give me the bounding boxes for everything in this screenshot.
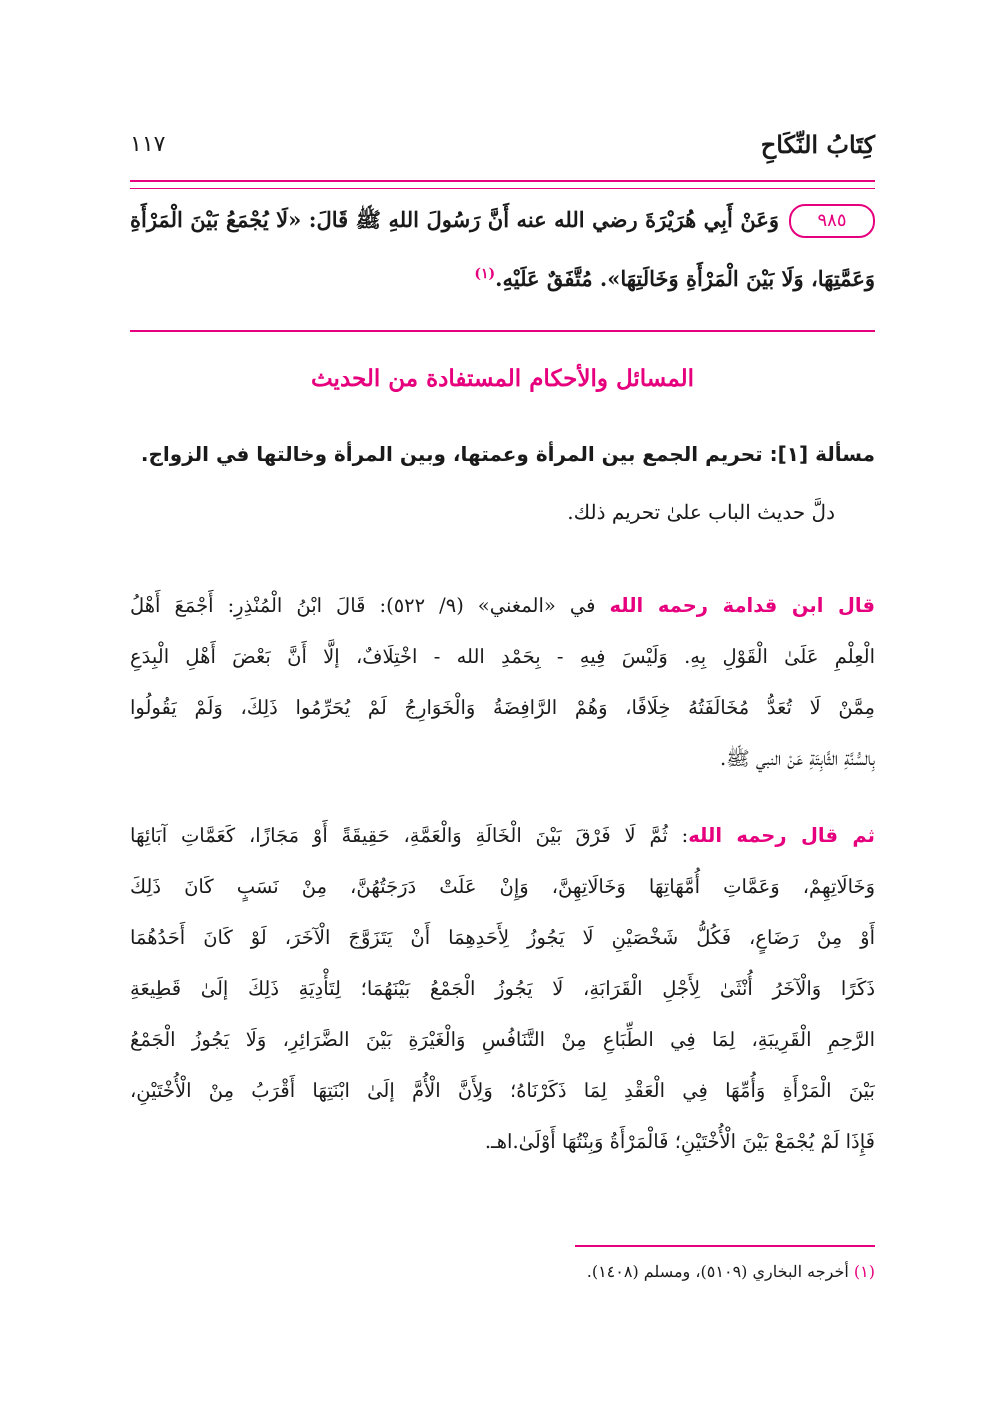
hadith-footnote-ref: (١) <box>474 266 496 282</box>
footnote <box>587 1262 875 1281</box>
paragraph-lead: ثم قال رحمه الله <box>688 824 875 847</box>
issue-label: مسألة [١]: <box>769 442 875 466</box>
paragraph-line: ثم قال رحمه الله: ثُمَّ لَا فَرْقَ بَيْنَ الْخَالَةِ وَالْعَمَّةِ، حَقِيقَةً أَوْ مَجَازًا، كَعَمَّاتِ آبَائِهَا <box>130 824 875 847</box>
hadith-block <box>130 192 875 332</box>
page-header <box>130 120 875 168</box>
paragraph-line: أَوْ مِنْ رَضَاعٍ، فَكُلُّ شَخْصَيْنِ لَا يَجُوزُ لِأَحَدِهِمَا أَنْ يَتَزَوَّجَ الْآخَرَ، لَوْ كَانَ أَحَدُهُمَا <box>130 926 875 949</box>
footnote-text: أخرجه البخاري (٥١٠٩)، ومسلم (١٤٠٨). <box>586 1262 849 1281</box>
issue-heading <box>130 442 875 466</box>
hadith-text-line-2-main: وَعَمَّتِهَا، وَلَا بَيْنَ الْمَرْأَةِ وَخَالَتِهَا». مُتَّفَقٌ عَلَيْهِ. <box>495 266 875 291</box>
paragraph-lead: قال ابن قدامة رحمه الله <box>609 594 875 617</box>
paragraph-line: الْعِلْمِ عَلَىٰ الْقَوْلِ بِهِ. وَلَيْسَ فِيهِ - بِحَمْدِ الله - اخْتِلَافٌ، إلَّا أَنَّ بَعْضَ أَهْلِ الْبِدَعِ <box>130 645 875 668</box>
issue-text: تحريم الجمع بين المرأة وعمتها، وبين المرأة وخالتها في الزواج. <box>140 442 763 466</box>
paragraph-line: فَإِذَا لَمْ يُجْمَعْ بَيْنَ الْأُخْتَيْنِ؛ فَالْمَرْأَةُ وَبِنْتُهَا أَوْلَىٰ.اهـ. <box>484 1130 875 1153</box>
hadith-text-line-1: وَعَنْ أَبِي هُرَيْرَةَ رضي الله عنه أَنَّ رَسُولَ اللهِ ﷺ قَالَ: «لَا يُجْمَعُ بَيْنَ الْمَرْأَةِ <box>130 207 779 232</box>
paragraph-line: قال ابن قدامة رحمه الله في «المغني» (٩/ ٥٢٢): قَالَ ابْنُ الْمُنْذِرِ: أَجْمَعَ أَهْلُ <box>130 594 875 617</box>
hadith-number-badge: ٩٨٥ <box>789 204 875 238</box>
paragraph-line: ذَكَرًا وَالْآخَرُ أُنْثَىٰ لِأَجْلِ الْقَرَابَةِ، لَا يَجُوزُ الْجَمْعُ بَيْنَهُمَا؛ لِتَأْدِيَةِ ذَلِكَ إلَىٰ قَطِيعَةِ <box>130 977 875 1000</box>
book-page <box>130 120 875 1300</box>
evidence-text: دلَّ حديث الباب علىٰ تحريم ذلك. <box>567 500 835 524</box>
header-double-rule <box>130 180 875 189</box>
page-number: ١١٧ <box>130 132 166 157</box>
hadith-bottom-rule <box>130 330 875 332</box>
paragraph-line: وَخَالَاتِهِمْ، وَعَمَّاتِ أُمَّهَاتِهَا وَخَالَاتِهِنَّ، وَإِنْ عَلَتْ دَرَجَتُهُنَّ، مِنْ نَسَبٍ كَانَ ذَلِكَ <box>130 875 875 898</box>
hadith-text-line-2 <box>130 254 875 299</box>
chapter-title: كِتَابُ النِّكَاحِ <box>760 130 875 159</box>
paragraph-line: مِمَّنْ لَا تُعَدُّ مُخَالَفَتُهُ خِلَافًا، وَهُمْ الرَّافِضَةُ وَالْخَوَارِجُ لَمْ يُحَرِّمُوا ذَلِكَ، وَلَمْ يَقُولُوا <box>130 696 875 719</box>
footnote-number: (١) <box>853 1262 875 1281</box>
paragraph-line: الرَّحِمِ الْقَرِيبَةِ، لِمَا فِي الطِّبَاعِ مِنْ التَّنَافُسِ وَالْغَيْرَةِ بَيْنَ الضَّرَائِرِ، وَلَا يَجُوزُ الْجَمْعُ <box>130 1028 875 1051</box>
section-title: المسائل والأحكام المستفادة من الحديث <box>310 365 695 392</box>
paragraph-line: بِالسُّنَّةِ الثَّابِتَةِ عَنْ النبي ﷺ. <box>719 747 875 770</box>
paragraph-ibn-qudama <box>130 580 875 784</box>
paragraph-continuation <box>130 810 875 1167</box>
paragraph-line: بَيْنَ الْمَرْأَةِ وَأُمِّهَا فِي الْعَقْدِ لِمَا ذَكَرْنَاهُ؛ وَلِأَنَّ الْأُمَّ إلَىٰ ابْنَتِهَا أَقْرَبُ مِنْ الْأُخْتَيْنِ، <box>130 1079 875 1102</box>
footnote-rule <box>575 1245 875 1247</box>
